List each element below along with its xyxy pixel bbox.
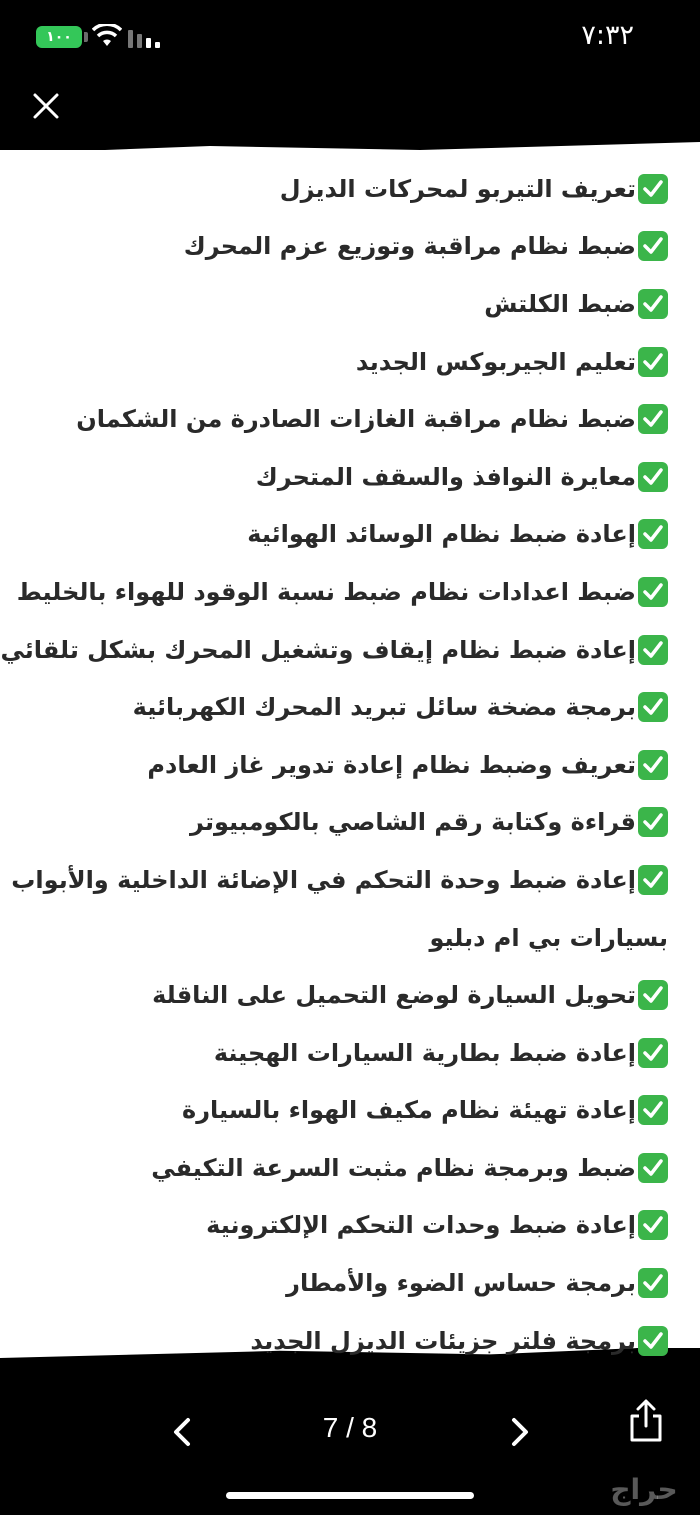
list-item bbox=[8, 966, 668, 1024]
wifi-icon bbox=[92, 24, 122, 48]
list-item-text: ضبط نظام مراقبة الغازات الصادرة من الشكمان bbox=[76, 405, 636, 434]
checkmark-icon bbox=[638, 980, 668, 1010]
list-item-text: تعليم الجيربوكس الجديد bbox=[355, 347, 636, 376]
checkmark-icon bbox=[638, 519, 668, 549]
list-item-text: تحويل السيارة لوضع التحميل على الناقلة bbox=[152, 981, 636, 1010]
list-item-text: إعادة ضبط وحدات التحكم الإلكترونية bbox=[206, 1211, 636, 1240]
checkmark-icon bbox=[638, 577, 668, 607]
checkmark-icon bbox=[638, 174, 668, 204]
list-item bbox=[8, 333, 668, 391]
checkmark-icon bbox=[638, 231, 668, 261]
list-item bbox=[8, 678, 668, 736]
close-icon[interactable] bbox=[30, 90, 62, 122]
list-item bbox=[8, 1139, 668, 1197]
list-item-text: برمجة حساس الضوء والأمطار bbox=[286, 1269, 636, 1298]
chevron-left-icon[interactable] bbox=[168, 1412, 198, 1452]
list-item bbox=[0, 621, 668, 679]
list-item-text: معايرة النوافذ والسقف المتحرك bbox=[255, 462, 636, 491]
list-item bbox=[8, 390, 668, 448]
checkmark-icon bbox=[638, 1268, 668, 1298]
list-item bbox=[8, 275, 668, 333]
list-item-text: تعريف التيربو لمحركات الديزل bbox=[279, 174, 636, 203]
checkmark-icon bbox=[638, 635, 668, 665]
list-item bbox=[8, 851, 668, 909]
list-item bbox=[8, 563, 668, 621]
list-item-text: برمجة فلتر جزيئات الديزل الجديد bbox=[250, 1326, 636, 1355]
list-item bbox=[8, 506, 668, 564]
list-item bbox=[8, 1082, 668, 1140]
chevron-right-icon[interactable] bbox=[504, 1412, 534, 1452]
share-icon[interactable] bbox=[626, 1398, 666, 1444]
checkmark-icon bbox=[638, 289, 668, 319]
checkmark-icon bbox=[638, 347, 668, 377]
list-item-text: قراءة وكتابة رقم الشاصي بالكومبيوتر bbox=[190, 808, 636, 837]
list-item-text: بسيارات بي ام دبليو bbox=[429, 923, 668, 952]
checkmark-icon bbox=[638, 692, 668, 722]
list-item-text: إعادة ضبط نظام الوسائد الهوائية bbox=[247, 520, 636, 549]
cellular-signal-icon bbox=[128, 26, 162, 48]
list-item-text: ضبط نظام مراقبة وتوزيع عزم المحرك bbox=[183, 232, 636, 261]
list-item-text: ضبط وبرمجة نظام مثبت السرعة التكيفي bbox=[151, 1153, 636, 1182]
list-item-text: إعادة ضبط وحدة التحكم في الإضائة الداخلية والأبواب bbox=[11, 865, 636, 894]
checkmark-icon bbox=[638, 1095, 668, 1125]
checkmark-icon bbox=[638, 807, 668, 837]
list-item bbox=[8, 1024, 668, 1082]
list-item bbox=[8, 218, 668, 276]
list-item bbox=[8, 160, 668, 218]
list-item-text: إعادة ضبط نظام إيقاف وتشغيل المحرك بشكل تلقائي bbox=[0, 635, 636, 664]
status-bar bbox=[0, 0, 700, 80]
list-item bbox=[8, 794, 668, 852]
checkmark-icon bbox=[638, 1326, 668, 1356]
battery-tip bbox=[84, 32, 88, 42]
checkmark-icon bbox=[638, 865, 668, 895]
checkmark-icon bbox=[638, 1210, 668, 1240]
list-item bbox=[8, 736, 668, 794]
watermark-logo: حراج bbox=[610, 1473, 678, 1506]
home-indicator[interactable] bbox=[226, 1492, 474, 1499]
list-item-text: ضبط الكلتش bbox=[484, 289, 636, 318]
checkmark-icon bbox=[638, 1153, 668, 1183]
checklist bbox=[0, 160, 668, 1369]
battery-indicator: ١٠٠ bbox=[36, 26, 82, 48]
checkmark-icon bbox=[638, 1038, 668, 1068]
list-item bbox=[8, 448, 668, 506]
list-item-text: ضبط اعدادات نظام ضبط نسبة الوقود للهواء بالخليط bbox=[16, 577, 636, 606]
list-item-text: إعادة تهيئة نظام مكيف الهواء بالسيارة bbox=[182, 1096, 636, 1125]
checkmark-icon bbox=[638, 750, 668, 780]
list-item-text: برمجة مضخة سائل تبريد المحرك الكهربائية bbox=[132, 693, 636, 722]
page-indicator: 7 / 8 bbox=[322, 1412, 378, 1443]
checkmark-icon bbox=[638, 462, 668, 492]
list-item-text: تعريف وضبط نظام إعادة تدوير غاز العادم bbox=[147, 750, 636, 779]
list-item-text: إعادة ضبط بطارية السيارات الهجينة bbox=[213, 1038, 636, 1067]
list-item bbox=[8, 1197, 668, 1255]
list-item bbox=[8, 909, 668, 967]
status-time: ٧:٣٢ bbox=[581, 20, 634, 51]
checkmark-icon bbox=[638, 404, 668, 434]
list-item bbox=[8, 1254, 668, 1312]
